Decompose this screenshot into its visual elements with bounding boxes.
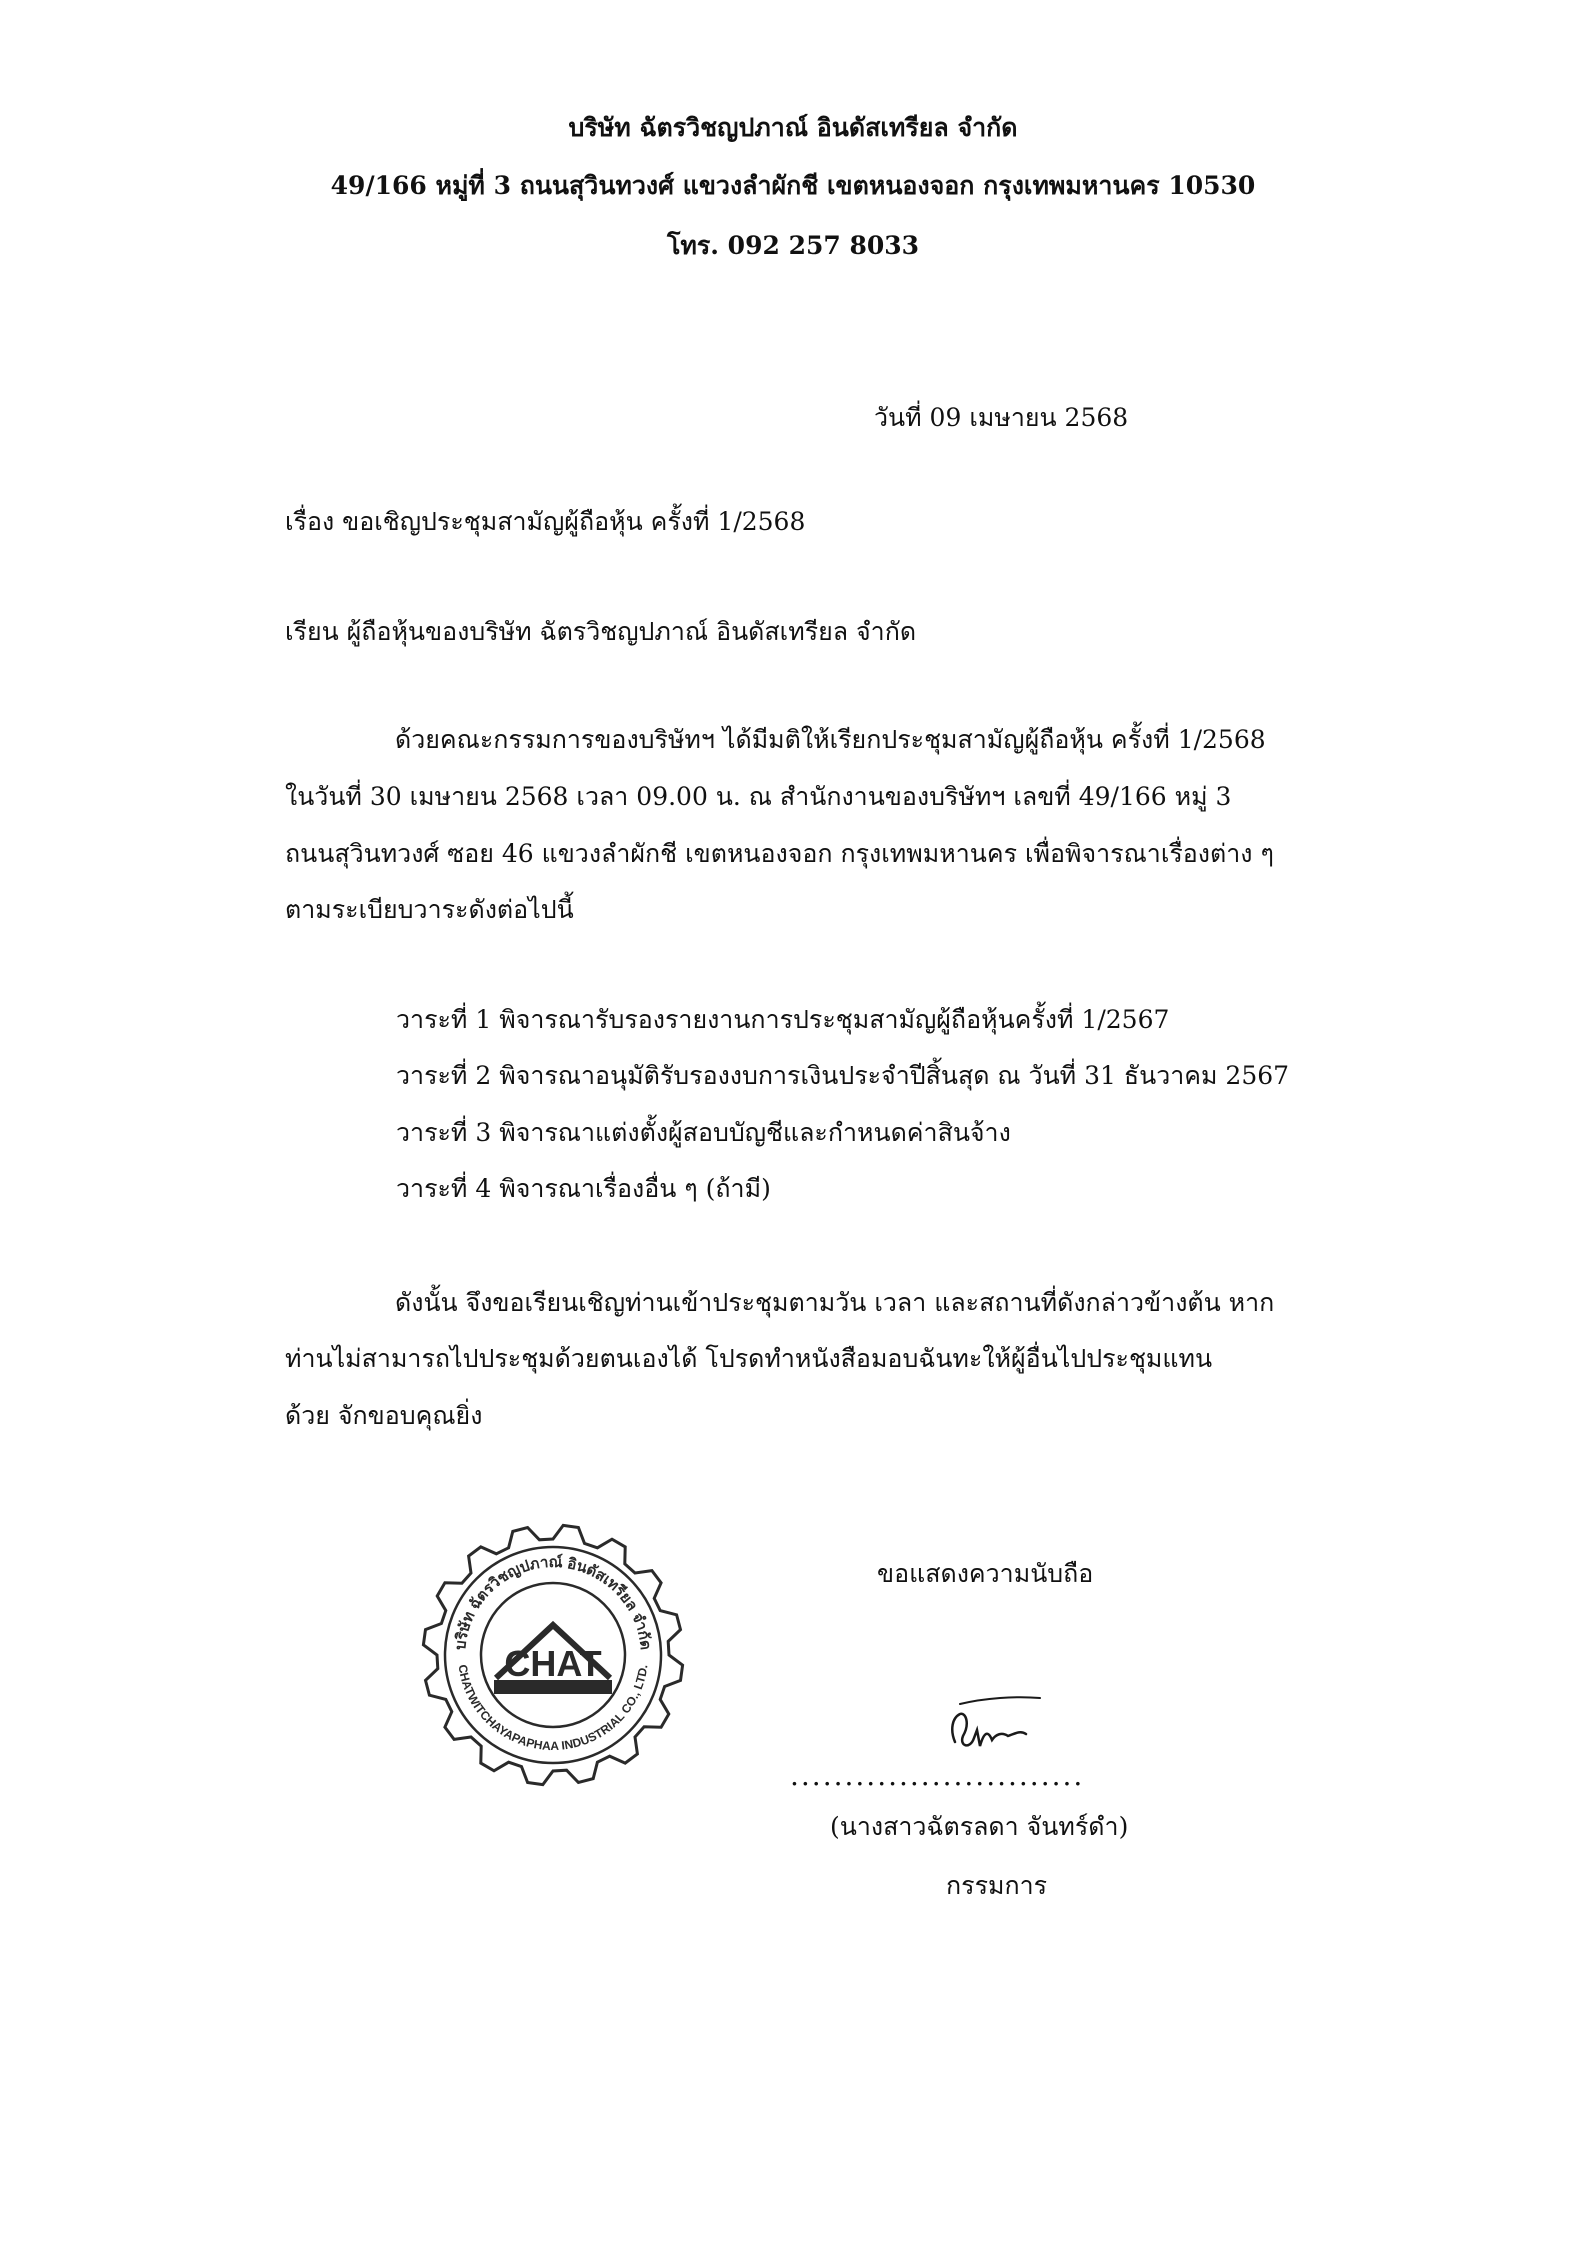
body-paragraph-1-line: ตามระเบียบวาระดังต่อไปนี้	[285, 895, 574, 924]
seal-logo-text: CHAT	[504, 1643, 602, 1684]
company-address: 49/166 หมู่ที่ 3 ถนนสุวินทวงศ์ แขวงลำผักชี เขตหนองจอก กรุงเทพมหานคร 10530	[330, 171, 1256, 200]
letter-salutation: เรียน ผู้ถือหุ้นของบริษัท ฉัตรวิชญปภาณ์ อินดัสเทรียล จำกัด	[285, 617, 917, 646]
company-name: บริษัท ฉัตรวิชญปภาณ์ อินดัสเทรียล จำกัด	[568, 113, 1018, 142]
agenda-item: วาระที่ 2 พิจารณาอนุมัติรับรองงบการเงินประจำปีสิ้นสุด ณ วันที่ 31 ธันวาคม 2567	[396, 1061, 1290, 1090]
signer-name: (นางสาวฉัตรลดา จันทร์ดำ)	[830, 1812, 1129, 1841]
letter-date: วันที่ 09 เมษายน 2568	[874, 403, 1129, 432]
signer-title: กรรมการ	[946, 1871, 1048, 1900]
body-paragraph-1-line: ถนนสุวินทวงศ์ ซอย 46 แขวงลำผักชี เขตหนองจอก กรุงเทพมหานคร เพื่อพิจารณาเรื่องต่าง ๆ	[285, 839, 1274, 868]
company-phone: โทร. 092 257 8033	[666, 231, 920, 260]
company-seal	[418, 1520, 688, 1790]
letter-subject: เรื่อง ขอเชิญประชุมสามัญผู้ถือหุ้น ครั้งที่ 1/2568	[285, 507, 806, 536]
closing-phrase: ขอแสดงความนับถือ	[877, 1559, 1094, 1588]
body-paragraph-1-line: ในวันที่ 30 เมษายน 2568 เวลา 09.00 น. ณ สำนักงานของบริษัทฯ เลขที่ 49/166 หมู่ 3	[285, 782, 1232, 811]
agenda-item: วาระที่ 3 พิจารณาแต่งตั้งผู้สอบบัญชีและกำหนดค่าสินจ้าง	[396, 1118, 1011, 1147]
body-paragraph-2-line: ดังนั้น จึงขอเรียนเชิญท่านเข้าประชุมตามวัน เวลา และสถานที่ดังกล่าวข้างต้น หาก	[395, 1288, 1275, 1317]
agenda-item: วาระที่ 1 พิจารณารับรองรายงานการประชุมสามัญผู้ถือหุ้นครั้งที่ 1/2567	[396, 1005, 1170, 1034]
seal-bottom-text: CHATWITCHAYAPAPHAA INDUSTRIAL CO., LTD.	[455, 1663, 651, 1754]
body-paragraph-2-line: ท่านไม่สามารถไปประชุมด้วยตนเองได้ โปรดทำหนังสือมอบฉันทะให้ผู้อื่นไปประชุมแทน	[285, 1344, 1213, 1373]
signature-line: ...........................	[790, 1759, 1085, 1792]
body-paragraph-2-line: ด้วย จักขอบคุณยิ่ง	[285, 1401, 483, 1430]
seal-logo-icon	[494, 1625, 612, 1694]
seal-top-text: บริษัท ฉัตรวิชญปภาณ์ อินดัสเทรียล จำกัด	[452, 1553, 654, 1651]
body-paragraph-1-line: ด้วยคณะกรรมการของบริษัทฯ ได้มีมติให้เรียกประชุมสามัญผู้ถือหุ้น ครั้งที่ 1/2568	[395, 725, 1266, 754]
agenda-item: วาระที่ 4 พิจารณาเรื่องอื่น ๆ (ถ้ามี)	[396, 1174, 771, 1203]
